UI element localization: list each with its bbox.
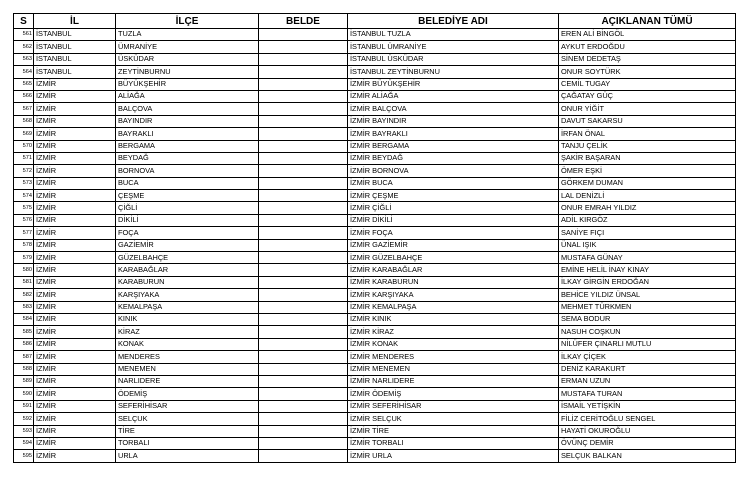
cell-belediye-adi: İSTANBUL TUZLA	[348, 29, 559, 41]
cell-belde	[259, 177, 348, 189]
table-row	[14, 450, 736, 462]
cell-belde	[259, 338, 348, 350]
cell-aciklanan-tumu: NASUH COŞKUN	[559, 326, 736, 338]
cell-s: 566	[14, 90, 34, 102]
cell-belde	[259, 239, 348, 251]
cell-ilce: ÜSKÜDAR	[116, 53, 259, 65]
cell-aciklanan-tumu: ONUR YİĞİT	[559, 103, 736, 115]
cell-s: 565	[14, 78, 34, 90]
cell-aciklanan-tumu: MEHMET TÜRKMEN	[559, 301, 736, 313]
cell-belde	[259, 202, 348, 214]
cell-s: 581	[14, 276, 34, 288]
cell-s: 579	[14, 252, 34, 264]
table-row	[14, 177, 736, 189]
cell-s: 578	[14, 239, 34, 251]
table-row	[14, 239, 736, 251]
table-row	[14, 103, 736, 115]
cell-aciklanan-tumu: ÜNAL IŞIK	[559, 239, 736, 251]
cell-s: 569	[14, 128, 34, 140]
cell-s: 588	[14, 363, 34, 375]
cell-belediye-adi: İSTANBUL ZEYTİNBURNU	[348, 66, 559, 78]
cell-aciklanan-tumu: SEMA BODUR	[559, 313, 736, 325]
cell-belediye-adi: İZMİR KINIK	[348, 313, 559, 325]
cell-il: İZMİR	[34, 103, 116, 115]
cell-s: 572	[14, 165, 34, 177]
table-row	[14, 202, 736, 214]
cell-s: 574	[14, 190, 34, 202]
cell-aciklanan-tumu: SELÇUK BALKAN	[559, 450, 736, 462]
cell-belde	[259, 214, 348, 226]
cell-s: 582	[14, 289, 34, 301]
cell-ilce: BUCA	[116, 177, 259, 189]
cell-il: İZMİR	[34, 351, 116, 363]
table-row	[14, 264, 736, 276]
cell-belediye-adi: İZMİR MENDERES	[348, 351, 559, 363]
cell-belediye-adi: İZMİR GÜZELBAHÇE	[348, 252, 559, 264]
cell-aciklanan-tumu: SANİYE FIÇI	[559, 227, 736, 239]
cell-ilce: ÇİĞLİ	[116, 202, 259, 214]
cell-belediye-adi: İZMİR ÇİĞLİ	[348, 202, 559, 214]
cell-ilce: KINIK	[116, 313, 259, 325]
cell-s: 593	[14, 425, 34, 437]
cell-aciklanan-tumu: HAYATİ OKUROĞLU	[559, 425, 736, 437]
cell-belde	[259, 413, 348, 425]
cell-il: İZMİR	[34, 425, 116, 437]
cell-il: İZMİR	[34, 289, 116, 301]
table-row	[14, 437, 736, 449]
cell-belediye-adi: İZMİR BERGAMA	[348, 140, 559, 152]
cell-belediye-adi: İZMİR KARABAĞLAR	[348, 264, 559, 276]
cell-il: İSTANBUL	[34, 29, 116, 41]
table-row	[14, 363, 736, 375]
cell-belde	[259, 41, 348, 53]
cell-belediye-adi: İZMİR SELÇUK	[348, 413, 559, 425]
cell-aciklanan-tumu: ÇAĞATAY GÜÇ	[559, 90, 736, 102]
table-row	[14, 66, 736, 78]
cell-il: İZMİR	[34, 190, 116, 202]
cell-belde	[259, 400, 348, 412]
cell-s: 592	[14, 413, 34, 425]
cell-aciklanan-tumu: MUSTAFA TURAN	[559, 388, 736, 400]
cell-s: 562	[14, 41, 34, 53]
cell-belde	[259, 128, 348, 140]
cell-belediye-adi: İZMİR DİKİLİ	[348, 214, 559, 226]
candidate-table-container	[13, 13, 735, 463]
table-row	[14, 276, 736, 288]
cell-ilce: BAYRAKLI	[116, 128, 259, 140]
cell-s: 580	[14, 264, 34, 276]
cell-il: İZMİR	[34, 202, 116, 214]
header-aciklanan-tumu: AÇIKLANAN TÜMÜ	[559, 14, 736, 29]
cell-s: 591	[14, 400, 34, 412]
cell-ilce: GÜZELBAHÇE	[116, 252, 259, 264]
cell-ilce: SEFERİHİSAR	[116, 400, 259, 412]
cell-belediye-adi: İZMİR BALÇOVA	[348, 103, 559, 115]
cell-belde	[259, 90, 348, 102]
cell-il: İZMİR	[34, 375, 116, 387]
cell-ilce: KARABAĞLAR	[116, 264, 259, 276]
cell-belde	[259, 78, 348, 90]
cell-ilce: BALÇOVA	[116, 103, 259, 115]
cell-belediye-adi: İZMİR TORBALI	[348, 437, 559, 449]
cell-ilce: ZEYTİNBURNU	[116, 66, 259, 78]
header-ilce: İLÇE	[116, 14, 259, 29]
cell-il: İZMİR	[34, 338, 116, 350]
cell-aciklanan-tumu: İLKAY GİRGİN ERDOĞAN	[559, 276, 736, 288]
cell-il: İZMİR	[34, 227, 116, 239]
cell-ilce: BÜYÜKŞEHİR	[116, 78, 259, 90]
cell-belde	[259, 289, 348, 301]
table-row	[14, 425, 736, 437]
cell-belediye-adi: İZMİR BUCA	[348, 177, 559, 189]
cell-il: İSTANBUL	[34, 66, 116, 78]
cell-belde	[259, 437, 348, 449]
cell-aciklanan-tumu: EMİNE HELİL İNAY KINAY	[559, 264, 736, 276]
cell-ilce: SELÇUK	[116, 413, 259, 425]
cell-s: 575	[14, 202, 34, 214]
cell-aciklanan-tumu: NİLÜFER ÇINARLI MUTLU	[559, 338, 736, 350]
cell-il: İZMİR	[34, 239, 116, 251]
cell-belde	[259, 388, 348, 400]
cell-belde	[259, 276, 348, 288]
cell-s: 594	[14, 437, 34, 449]
cell-il: İZMİR	[34, 115, 116, 127]
table-row	[14, 140, 736, 152]
cell-il: İZMİR	[34, 437, 116, 449]
cell-s: 583	[14, 301, 34, 313]
cell-aciklanan-tumu: AYKUT ERDOĞDU	[559, 41, 736, 53]
cell-belde	[259, 301, 348, 313]
cell-s: 595	[14, 450, 34, 462]
cell-belediye-adi: İZMİR BORNOVA	[348, 165, 559, 177]
cell-belediye-adi: İZMİR KEMALPAŞA	[348, 301, 559, 313]
cell-ilce: MENEMEN	[116, 363, 259, 375]
cell-aciklanan-tumu: GÖRKEM DUMAN	[559, 177, 736, 189]
cell-s: 564	[14, 66, 34, 78]
cell-aciklanan-tumu: ERMAN UZUN	[559, 375, 736, 387]
cell-ilce: BORNOVA	[116, 165, 259, 177]
cell-il: İZMİR	[34, 252, 116, 264]
cell-belediye-adi: İSTANBUL ÜMRANİYE	[348, 41, 559, 53]
cell-il: İSTANBUL	[34, 41, 116, 53]
cell-belediye-adi: İZMİR ÇEŞME	[348, 190, 559, 202]
cell-belde	[259, 264, 348, 276]
cell-ilce: FOÇA	[116, 227, 259, 239]
cell-belediye-adi: İZMİR MENEMEN	[348, 363, 559, 375]
cell-il: İZMİR	[34, 276, 116, 288]
table-row	[14, 29, 736, 41]
table-row	[14, 53, 736, 65]
candidate-table	[13, 13, 736, 463]
cell-aciklanan-tumu: LAL DENİZLİ	[559, 190, 736, 202]
cell-belde	[259, 140, 348, 152]
table-row	[14, 400, 736, 412]
cell-il: İZMİR	[34, 301, 116, 313]
cell-ilce: ÇEŞME	[116, 190, 259, 202]
cell-aciklanan-tumu: TANJU ÇELİK	[559, 140, 736, 152]
cell-aciklanan-tumu: DAVUT SAKARSU	[559, 115, 736, 127]
cell-ilce: MENDERES	[116, 351, 259, 363]
cell-aciklanan-tumu: MUSTAFA GÜNAY	[559, 252, 736, 264]
cell-belde	[259, 165, 348, 177]
cell-ilce: TUZLA	[116, 29, 259, 41]
header-row	[14, 14, 736, 29]
cell-aciklanan-tumu: DENİZ KARAKURT	[559, 363, 736, 375]
cell-belediye-adi: İZMİR GAZİEMİR	[348, 239, 559, 251]
cell-belde	[259, 190, 348, 202]
table-row	[14, 165, 736, 177]
cell-ilce: BAYINDIR	[116, 115, 259, 127]
table-row	[14, 252, 736, 264]
table-row	[14, 152, 736, 164]
cell-belediye-adi: İZMİR TİRE	[348, 425, 559, 437]
cell-belediye-adi: İZMİR KİRAZ	[348, 326, 559, 338]
table-row	[14, 214, 736, 226]
cell-s: 590	[14, 388, 34, 400]
cell-belediye-adi: İZMİR ALİAĞA	[348, 90, 559, 102]
table-row	[14, 388, 736, 400]
header-s: S	[14, 14, 34, 29]
cell-il: İZMİR	[34, 90, 116, 102]
cell-belde	[259, 425, 348, 437]
cell-belediye-adi: İZMİR BAYINDIR	[348, 115, 559, 127]
cell-il: İZMİR	[34, 363, 116, 375]
cell-ilce: KİRAZ	[116, 326, 259, 338]
cell-s: 573	[14, 177, 34, 189]
cell-belediye-adi: İZMİR BAYRAKLI	[348, 128, 559, 140]
table-row	[14, 90, 736, 102]
cell-ilce: NARLIDERE	[116, 375, 259, 387]
cell-ilce: DİKİLİ	[116, 214, 259, 226]
cell-ilce: KARABURUN	[116, 276, 259, 288]
cell-belde	[259, 152, 348, 164]
table-row	[14, 190, 736, 202]
cell-s: 576	[14, 214, 34, 226]
cell-s: 570	[14, 140, 34, 152]
cell-ilce: ÜMRANİYE	[116, 41, 259, 53]
cell-s: 563	[14, 53, 34, 65]
cell-belde	[259, 53, 348, 65]
table-header	[14, 14, 736, 29]
cell-ilce: ÖDEMİŞ	[116, 388, 259, 400]
cell-il: İZMİR	[34, 152, 116, 164]
table-body	[14, 29, 736, 463]
cell-ilce: KEMALPAŞA	[116, 301, 259, 313]
cell-s: 567	[14, 103, 34, 115]
cell-belde	[259, 313, 348, 325]
cell-belde	[259, 103, 348, 115]
cell-s: 587	[14, 351, 34, 363]
cell-il: İZMİR	[34, 128, 116, 140]
cell-il: İZMİR	[34, 388, 116, 400]
table-row	[14, 313, 736, 325]
cell-aciklanan-tumu: ADİL KIRGÖZ	[559, 214, 736, 226]
cell-aciklanan-tumu: İSMAİL YETİŞKİN	[559, 400, 736, 412]
table-row	[14, 375, 736, 387]
cell-il: İZMİR	[34, 140, 116, 152]
table-row	[14, 326, 736, 338]
cell-aciklanan-tumu: EREN ALİ BİNGÖL	[559, 29, 736, 41]
cell-ilce: GAZİEMİR	[116, 239, 259, 251]
cell-aciklanan-tumu: ÖVÜNÇ DEMİR	[559, 437, 736, 449]
cell-ilce: TORBALI	[116, 437, 259, 449]
cell-il: İZMİR	[34, 177, 116, 189]
cell-belediye-adi: İZMİR KARABURUN	[348, 276, 559, 288]
cell-s: 571	[14, 152, 34, 164]
table-row	[14, 128, 736, 140]
cell-s: 586	[14, 338, 34, 350]
cell-belediye-adi: İZMİR BÜYÜKŞEHİR	[348, 78, 559, 90]
cell-belde	[259, 252, 348, 264]
cell-belde	[259, 450, 348, 462]
cell-il: İZMİR	[34, 413, 116, 425]
cell-s: 584	[14, 313, 34, 325]
cell-s: 568	[14, 115, 34, 127]
cell-ilce: KONAK	[116, 338, 259, 350]
cell-s: 589	[14, 375, 34, 387]
cell-il: İZMİR	[34, 214, 116, 226]
cell-s: 577	[14, 227, 34, 239]
cell-belde	[259, 66, 348, 78]
cell-aciklanan-tumu: ONUR EMRAH YILDIZ	[559, 202, 736, 214]
cell-s: 561	[14, 29, 34, 41]
header-belediye-adi: BELEDİYE ADI	[348, 14, 559, 29]
cell-belediye-adi: İSTANBUL ÜSKÜDAR	[348, 53, 559, 65]
cell-belde	[259, 326, 348, 338]
cell-belediye-adi: İZMİR ÖDEMİŞ	[348, 388, 559, 400]
cell-belde	[259, 351, 348, 363]
cell-il: İZMİR	[34, 326, 116, 338]
cell-belediye-adi: İZMİR KONAK	[348, 338, 559, 350]
cell-il: İZMİR	[34, 165, 116, 177]
cell-il: İSTANBUL	[34, 53, 116, 65]
header-il: İL	[34, 14, 116, 29]
table-row	[14, 41, 736, 53]
cell-il: İZMİR	[34, 78, 116, 90]
cell-belde	[259, 227, 348, 239]
cell-aciklanan-tumu: ÖMER EŞKİ	[559, 165, 736, 177]
table-row	[14, 301, 736, 313]
cell-ilce: BEYDAĞ	[116, 152, 259, 164]
cell-aciklanan-tumu: CEMİL TUGAY	[559, 78, 736, 90]
cell-belde	[259, 115, 348, 127]
cell-aciklanan-tumu: FİLİZ CERİTOĞLU SENGEL	[559, 413, 736, 425]
cell-belediye-adi: İZMİR BEYDAĞ	[348, 152, 559, 164]
table-row	[14, 289, 736, 301]
cell-il: İZMİR	[34, 264, 116, 276]
cell-ilce: KARŞIYAKA	[116, 289, 259, 301]
cell-belde	[259, 375, 348, 387]
cell-il: İZMİR	[34, 450, 116, 462]
cell-aciklanan-tumu: İLKAY ÇİÇEK	[559, 351, 736, 363]
cell-belediye-adi: İZMİR URLA	[348, 450, 559, 462]
cell-ilce: BERGAMA	[116, 140, 259, 152]
cell-ilce: ALİAĞA	[116, 90, 259, 102]
table-row	[14, 351, 736, 363]
cell-aciklanan-tumu: ONUR SOYTÜRK	[559, 66, 736, 78]
cell-il: İZMİR	[34, 400, 116, 412]
table-row	[14, 115, 736, 127]
header-belde: BELDE	[259, 14, 348, 29]
cell-belediye-adi: İZMİR NARLIDERE	[348, 375, 559, 387]
table-row	[14, 338, 736, 350]
cell-aciklanan-tumu: ŞAKİR BAŞARAN	[559, 152, 736, 164]
cell-belde	[259, 29, 348, 41]
cell-belediye-adi: İZMİR FOÇA	[348, 227, 559, 239]
cell-aciklanan-tumu: İRFAN ÖNAL	[559, 128, 736, 140]
table-row	[14, 227, 736, 239]
cell-ilce: URLA	[116, 450, 259, 462]
cell-belde	[259, 363, 348, 375]
cell-belediye-adi: İZMİR SEFERİHİSAR	[348, 400, 559, 412]
cell-s: 585	[14, 326, 34, 338]
table-row	[14, 78, 736, 90]
cell-aciklanan-tumu: BEHİCE YILDIZ ÜNSAL	[559, 289, 736, 301]
cell-aciklanan-tumu: SİNEM DEDETAŞ	[559, 53, 736, 65]
cell-ilce: TİRE	[116, 425, 259, 437]
table-row	[14, 413, 736, 425]
cell-il: İZMİR	[34, 313, 116, 325]
cell-belediye-adi: İZMİR KARŞIYAKA	[348, 289, 559, 301]
